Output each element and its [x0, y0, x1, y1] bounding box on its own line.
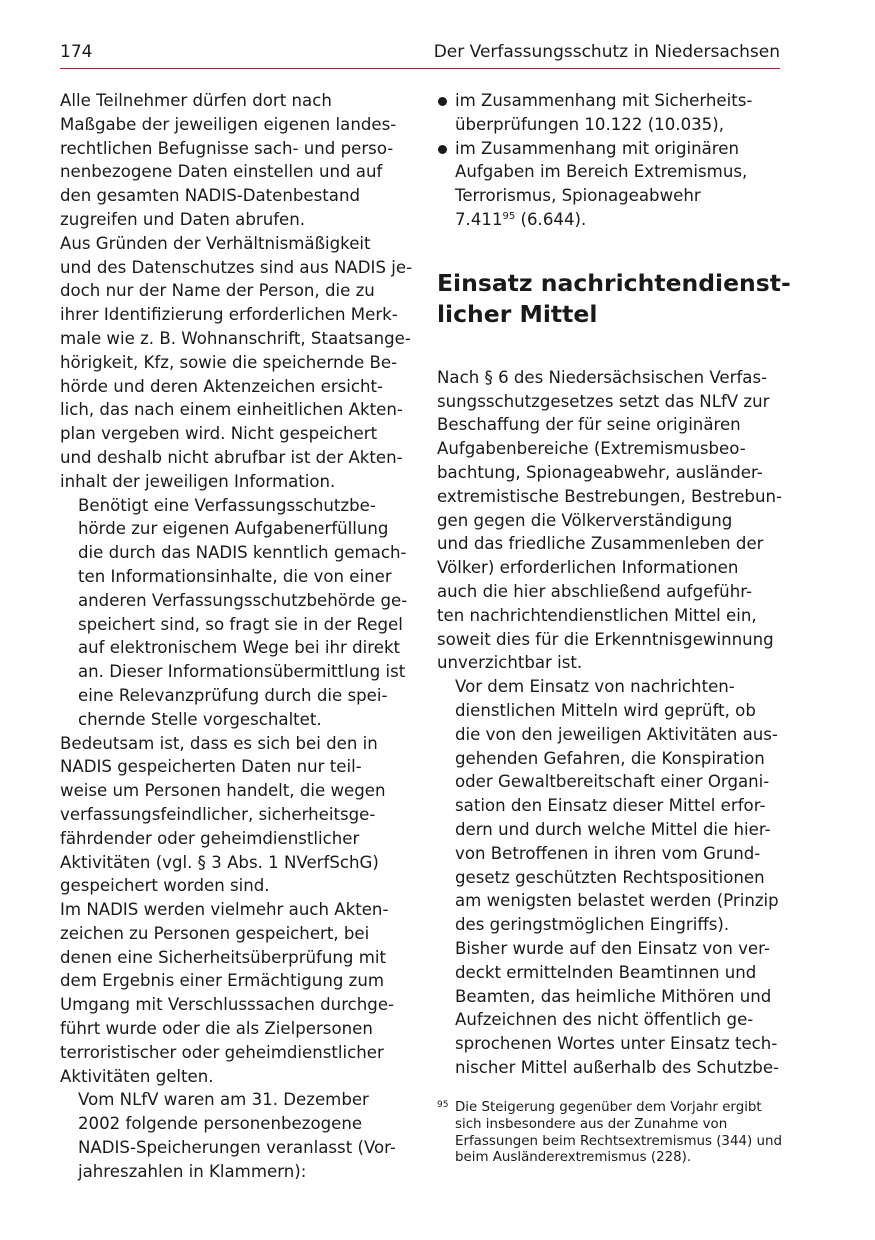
text-line: Die Steigerung gegenüber dem Vorjahr ergibt: [455, 1100, 762, 1115]
paragraph: [60, 494, 408, 732]
text-line: Aufgaben im Bereich Extremismus,: [455, 162, 748, 182]
text-line: des geringstmöglichen Eingriffs).: [455, 915, 730, 935]
text-line: am wenigsten belastet werden (Prinzip: [455, 891, 779, 911]
text-line: Terrorismus, Spionageabwehr: [455, 186, 701, 206]
text-line: gespeichert worden sind.: [60, 876, 270, 896]
text-line: Umgang mit Verschlusssachen durchge-: [60, 995, 395, 1015]
text-line: unverzichtbar ist.: [437, 653, 583, 673]
list-item: im Zusammenhang mit originären Aufgaben im Bereich Extremismus, Terrorismus, Spionageabwehr 7.411$^{95}$ (6.644).: [437, 137, 780, 232]
text-line: fährdender oder geheimdienstlicher: [60, 828, 360, 848]
text-line: führt wurde oder die als Zielpersonen: [60, 1019, 373, 1039]
text-line: im Zusammenhang mit originären: [455, 138, 739, 158]
text-line: sungsschutzgesetzes setzt das NLfV zur: [437, 391, 770, 411]
text-line: gesetz geschützten Rechtspositionen: [455, 867, 765, 887]
text-line: im Zusammenhang mit Sicherheits-: [455, 91, 753, 110]
footnote: [437, 1100, 780, 1167]
text-line: jahreszahlen in Klammern):: [78, 1161, 307, 1181]
text-line: denen eine Sicherheitsüberprüfung mit: [60, 947, 387, 967]
text-line: Einsatz nachrichtendienst-: [437, 268, 791, 297]
text-line: überprüfungen 10.122 (10.035),: [455, 114, 724, 134]
text-line: deckt ermittelnden Beamtinnen und: [455, 962, 757, 982]
bullet-list: [437, 89, 780, 232]
page-header: [60, 42, 780, 69]
text-line: hörigkeit, Kfz, sowie die speichernde Be-: [60, 352, 398, 372]
text-line: sprochenen Wortes unter Einsatz tech-: [455, 1034, 778, 1054]
right-column: [437, 89, 791, 1080]
text-line: NADIS-Speicherungen veranlasst (Vor-: [78, 1138, 396, 1158]
text-line: von Betroffenen in ihren vom Grund-: [455, 843, 761, 863]
text-line: oder Gewaltbereitschaft einer Organi-: [455, 772, 770, 792]
text-line: speichert sind, so fragt sie in der Regel: [78, 614, 403, 634]
text-line: inhalt der jeweiligen Information.: [60, 471, 336, 491]
text-line: ihrer Identifizierung erforderlichen Merk-: [60, 305, 398, 325]
text-line: soweit dies für die Erkenntnisgewinnung: [437, 629, 774, 649]
text-line: auch die hier abschließend aufgeführ-: [437, 581, 752, 601]
text-line: Aufgabenbereiche (Extremismusbeo-: [437, 439, 746, 459]
text-line: dienstlichen Mitteln wird geprüft, ob: [455, 700, 756, 720]
text-line: und das friedliche Zusammenleben der: [437, 534, 764, 554]
text-line: chernde Stelle vorgeschaltet.: [78, 709, 322, 729]
text-line: Erfassungen beim Rechtsextremismus (344) und: [455, 1133, 782, 1149]
text-line: gen gegen die Völkerverständigung: [437, 510, 733, 530]
footnote-text: [455, 1100, 780, 1167]
paragraph: [437, 937, 780, 1080]
text-line: anderen Verfassungsschutzbehörde ge-: [78, 590, 408, 610]
paragraph: [437, 675, 780, 937]
text-line: bachtung, Spionageabwehr, ausländer-: [437, 462, 763, 482]
text-line: Alle Teilnehmer dürfen dort nach: [60, 91, 332, 110]
text-line: doch nur der Name der Person, die zu: [60, 281, 375, 301]
text-line: terroristischer oder geheimdienstlicher: [60, 1042, 384, 1062]
text-line: gehenden Gefahren, die Konspiration: [455, 748, 765, 768]
page-number: 174: [60, 42, 93, 62]
text-line: beim Ausländerextremismus (228).: [455, 1150, 692, 1166]
list-item: [437, 89, 780, 137]
paragraph: [60, 89, 405, 232]
text-line: Bedeutsam ist, dass es sich bei den in: [60, 733, 378, 753]
text-line: extremistische Bestrebungen, Bestrebun-: [437, 486, 782, 506]
text-line: die durch das NADIS kenntlich gemach-: [78, 543, 407, 563]
text-line: sich insbesondere aus der Zunahme von: [455, 1116, 728, 1132]
text-line: male wie z. B. Wohnanschrift, Staatsange-: [60, 328, 411, 348]
storage-count: 7.411: [455, 209, 503, 229]
text-line: lich, das nach einem einheitlichen Akten-: [60, 400, 403, 420]
text-line: plan vergeben wird. Nicht gespeichert: [60, 424, 378, 444]
text-line: dern und durch welche Mittel die hier-: [455, 819, 771, 839]
paragraph: [60, 732, 405, 899]
text-line: Vor dem Einsatz von nachrichten-: [455, 677, 735, 697]
text-line: weise um Personen handelt, die wegen: [60, 781, 386, 801]
text-line: Maßgabe der jeweiligen eigenen landes-: [60, 114, 397, 134]
text-line: Völker) erforderlichen Informationen: [437, 558, 739, 578]
text-line: licher Mittel: [437, 299, 598, 328]
text-line: ten Informationsinhalte, die von einer: [78, 566, 392, 586]
text-line: hörde und deren Aktenzeichen ersicht-: [60, 376, 384, 396]
text-line: Aus Gründen der Verhältnismäßigkeit: [60, 233, 371, 253]
paragraph: [437, 366, 780, 675]
text-line: nischer Mittel außerhalb des Schutzbe-: [455, 1057, 780, 1077]
text-line: Benötigt eine Verfassungsschutzbe-: [78, 495, 376, 515]
paragraph: [60, 232, 413, 494]
text-line: die von den jeweiligen Aktivitäten aus-: [455, 724, 778, 744]
text-line: Vom NLfV waren am 31. Dezember: [78, 1090, 369, 1110]
text-line: 2002 folgende personenbezogene: [78, 1114, 363, 1134]
paragraph: [60, 1088, 405, 1183]
text-line: nenbezogene Daten einstellen und auf: [60, 162, 383, 182]
text-line: rechtlichen Befugnisse sach- und perso-: [60, 138, 394, 158]
section-heading: [437, 268, 791, 330]
text-line: dem Ergebnis einer Ermächtigung zum: [60, 971, 385, 991]
text-line: verfassungsfeindlicher, sicherheitsge-: [60, 804, 376, 824]
text-line: Bisher wurde auf den Einsatz von ver-: [455, 938, 770, 958]
text-line: und des Datenschutzes sind aus NADIS je-: [60, 257, 413, 277]
text-line: Nach § 6 des Niedersächsischen Verfas-: [437, 367, 768, 387]
text-line: zeichen zu Personen gespeichert, bei: [60, 923, 370, 943]
text-line: sation den Einsatz dieser Mittel erfor-: [455, 796, 766, 816]
footnote-reference: 95: [502, 210, 516, 222]
text-line: ten nachrichtendienstlichen Mittel ein,: [437, 605, 757, 625]
text-line: hörde zur eigenen Aufgabenerfüllung: [78, 519, 389, 539]
text-line: Beschaffung der für seine originären: [437, 415, 741, 435]
text-line: den gesamten NADIS-Datenbestand: [60, 186, 361, 206]
text-line: eine Relevanzprüfung durch die spei-: [78, 685, 388, 705]
running-title: Der Verfassungsschutz in Niedersachsen: [433, 42, 780, 62]
text-line: Aktivitäten (vgl. § 3 Abs. 1 NVerfSchG): [60, 852, 379, 872]
left-column: [60, 89, 413, 1184]
text-line: Aufzeichnen des nicht öffentlich ge-: [455, 1010, 754, 1030]
paragraph: [60, 898, 405, 1088]
text-line: zugreifen und Daten abrufen.: [60, 209, 306, 229]
text-line: und deshalb nicht abrufbar ist der Akten-: [60, 447, 403, 467]
text-line: Beamten, das heimliche Mithören und: [455, 986, 772, 1006]
footnote-number: 95: [437, 1100, 449, 1110]
text-line: an. Dieser Informationsübermittlung ist: [78, 662, 406, 682]
text-line: NADIS gespeicherten Daten nur teil-: [60, 757, 362, 777]
text-line: Aktivitäten gelten.: [60, 1066, 214, 1086]
text-line: Im NADIS werden vielmehr auch Akten-: [60, 900, 389, 920]
text-line: auf elektronischem Wege bei ihr direkt: [78, 638, 401, 658]
